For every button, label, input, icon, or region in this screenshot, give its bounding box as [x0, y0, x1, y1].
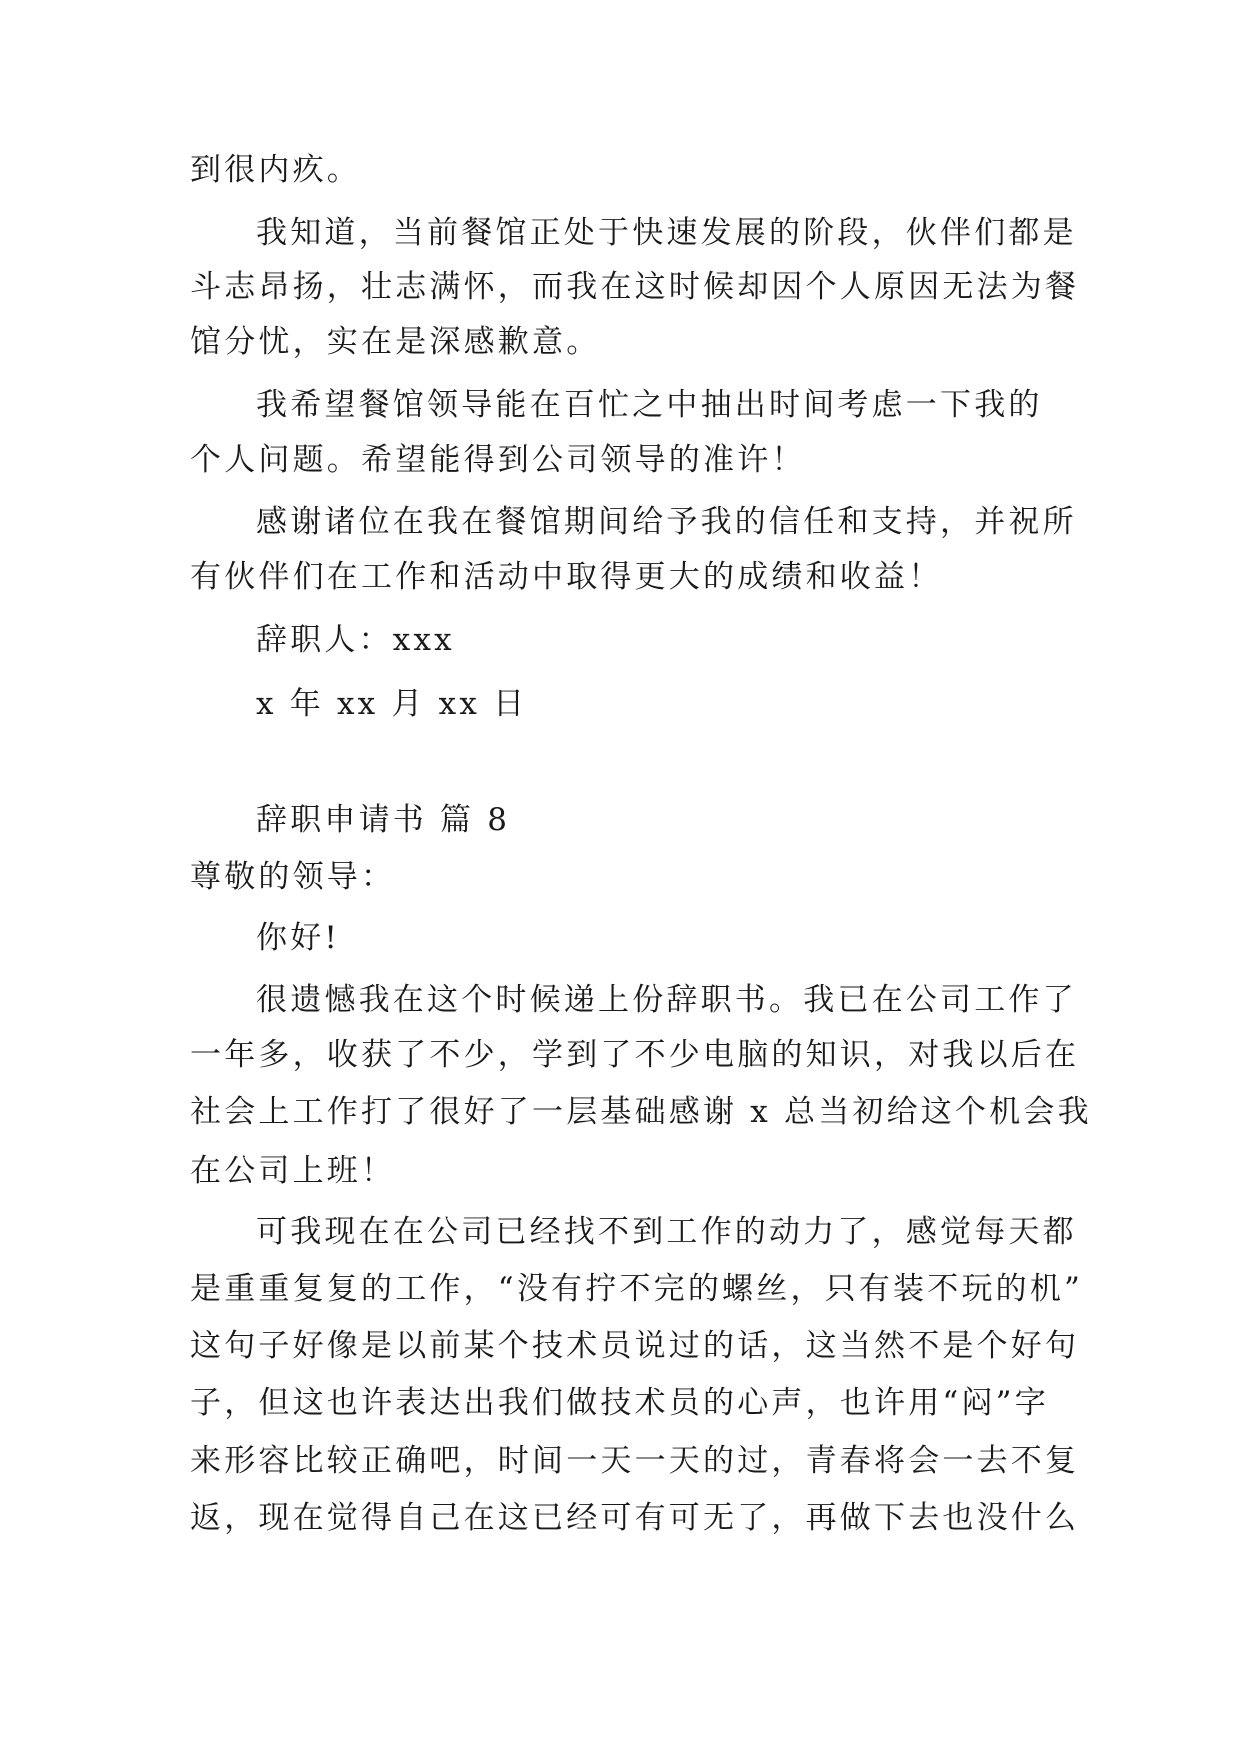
paragraph-line: 有伙伴们在工作和活动中取得更大的成绩和收益！: [190, 559, 943, 595]
section-title: 辞职申请书 篇 8: [256, 802, 511, 838]
paragraph-line: 感谢诸位在我在餐馆期间给予我的信任和支持，并祝所: [256, 504, 1077, 540]
paragraph-line: 个人问题。希望能得到公司领导的准许！: [190, 442, 806, 478]
paragraph-line: 我希望餐馆领导能在百忙之中抽出时间考虑一下我的: [256, 387, 1043, 423]
paragraph-line: 社会上工作打了很好了一层基础感谢 x 总当初给这个机会我: [190, 1094, 1092, 1130]
paragraph-line: 来形容比较正确吧，时间一天一天的过，青春将会一去不复: [190, 1443, 1080, 1479]
paragraph-line: 很遗憾我在这个时候递上份辞职书。我已在公司工作了: [256, 982, 1077, 1018]
paragraph-line: 我知道，当前餐馆正处于快速发展的阶段，伙伴们都是: [256, 215, 1077, 251]
paragraph-line: 这句子好像是以前某个技术员说过的话，这当然不是个好句: [190, 1328, 1080, 1364]
paragraph-line: 馆分忧，实在是深感歉意。: [190, 324, 601, 360]
greeting: 你好!: [256, 920, 341, 956]
paragraph-line: 可我现在在公司已经找不到工作的动力了，感觉每天都: [256, 1214, 1077, 1250]
signature-name: 辞职人：xxx: [256, 622, 455, 658]
paragraph-line: 子，但这也许表达出我们做技术员的心声，也许用“闷”字: [190, 1385, 1049, 1421]
signature-date: x 年 xx 月 xx 日: [256, 686, 528, 722]
salutation: 尊敬的领导：: [190, 859, 396, 895]
paragraph-line: 在公司上班！: [190, 1153, 396, 1189]
paragraph-line: 斗志昂扬，壮志满怀，而我在这时候却因个人原因无法为餐: [190, 269, 1080, 305]
paragraph-line: 到很内疚。: [190, 152, 361, 188]
paragraph-line: 一年多，收获了不少，学到了不少电脑的知识，对我以后在: [190, 1037, 1080, 1073]
paragraph-line: 返，现在觉得自己在这已经可有可无了，再做下去也没什么: [190, 1500, 1080, 1536]
paragraph-line: 是重重复复的工作，“没有拧不完的螺丝，只有装不玩的机”: [190, 1271, 1084, 1307]
